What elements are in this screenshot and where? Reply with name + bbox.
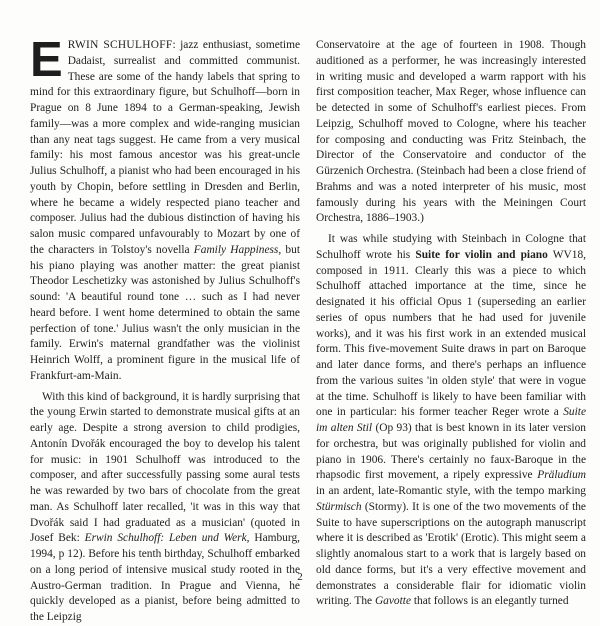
- paragraph-background: [30, 390, 300, 626]
- title-italic: Gavotte: [374, 595, 412, 608]
- title-italic: Präludium: [537, 469, 586, 482]
- right-column: [316, 38, 586, 610]
- lead-in-small-caps: RWIN SCHULHOFF: [67, 39, 173, 51]
- page-number: 2: [297, 571, 303, 583]
- paragraph-suite: [316, 232, 586, 610]
- title-italic: Erwin Schulhoff: Leben und Werk: [84, 532, 247, 545]
- paragraph-text: (Op 93) that is best known in its later version for orchestra, but was originally published for violin and piano in 1906. There's certainly no faux-Baroque in the rhapsodic first movement, a ripely expressive: [316, 422, 586, 482]
- work-title-bold: Suite for violin and piano: [415, 248, 548, 261]
- paragraph-text: WV18, composed in 1911. Clearly this was a piece to which Schulhoff attached importance at the time, since he designated it his official Opus 1 (superseding an earlier series of opus numbers that he had used for juvenile works), and it was his first work in an extended musical form. This five-movement Suite draws in part on Baroque and later dance forms, and there's perhaps an influence from the various suites 'in olden style' that were in vogue at the time. Schulhoff is likely to have been familiar with one in particular: his former teacher Reger wrote a: [316, 248, 586, 419]
- paragraph-conservatoire: [316, 38, 586, 227]
- paragraph-text: It was while studying with Steinbach in Cologne that Schulhoff wrote his: [316, 233, 586, 261]
- paragraph-text: , Hamburg, 1994, p 12). Before his tenth birthday, Schulhoff embarked on a long period of intensive musical study rooted in the Austro-German tradition. In Prague and Vienna, he quickly developed as a pianist, before being admitted to the Leipzig: [30, 532, 301, 623]
- paragraph-text: (Stormy). It is one of the two movements of the Suite to have superscriptions on the autograph manuscript where it is described as 'Erotik' (Erotic). This might seem a slightly anomalous start to a work that is largely based on old dance forms, but it's a very effective movement and demonstrates a considerable flair for idiomatic violin writing. The: [316, 500, 586, 608]
- paragraph-intro: [30, 33, 301, 385]
- paragraph-text: that follows is an elegantly turned: [411, 595, 569, 608]
- paragraph-text: : jazz enthusiast, sometime Dadaist, surrealist and committed communist. These are some of the handy labels that spring to mind for this extraordinary figure, but Schulhoff—born in Prague on 8 June 1894 to a German-speaking, Jewish family—was a more complex and wide-ranging musician than any neat tags suggest. He came from a very musical family: his most famous ancestor was his great-uncle Julius Schulhoff, a pianist who had been encouraged in his youth by Chopin, before settling in Dresden and Berlin, where he became a widely respected piano teacher and composer. Julius had the dubious distinction of having his salon music compared unfavourably to Mozart by one of the characters in Tolstoy's novella: [30, 39, 301, 256]
- title-italic: Family Happiness: [193, 243, 279, 256]
- title-italic: Suite im alten Stil: [316, 406, 586, 434]
- paragraph-text: , but his piano playing was another matter: the great pianist Theodor Leschetizky was astonished by Julius Schulhoff's sound: 'A beautiful round tone … such as I had never heard before. I went home determined to obtain the same perfection of tone.' Julius wasn't the only musician in the family. Erwin's maternal grandfather was the violinist Heinrich Wolff, a prominent figure in the musical life of Frankfurt-am-Main.: [30, 243, 300, 382]
- paragraph-text: Conservatoire at the age of fourteen in 1908. Though auditioned as a performer, he was increasingly interested in writing music and developed a warm rapport with his first composition teacher, Max Reger, whose influence can be detected in some of Schulhoff's earliest pieces. From Leipzig, Schulhoff moved to Cologne, where his teacher for composing and conducting was Fritz Steinbach, the Director of the Conservatoire and conductor of the Gürzenich Orchestra. (Steinbach had been a close friend of Brahms and was a noted interpreter of his music, most famously during his years with the Meiningen Court Orchestra, 1886–1903.): [316, 39, 586, 225]
- left-column: [30, 33, 301, 626]
- drop-cap: E: [30, 33, 63, 87]
- title-italic: Stürmisch: [316, 500, 362, 513]
- paragraph-text: With this kind of background, it is hardly surprising that the young Erwin started to demonstrate musical gifts at an early age. Despite a strong aversion to child prodigies, Antonín Dvořák encouraged the boy to develop his talent for music: in 1901 Schulhoff was introduced to the composer, and after successfully passing some aural tests he was rewarded by two bars of chocolate from the great man. As Schulhoff later recalled, 'it was in this way that Dvořák said I had graduated as a musician' (quoted in Josef Bek:: [30, 390, 300, 545]
- paragraph-text: in an ardent, late-Romantic style, with the tempo marking: [316, 485, 586, 497]
